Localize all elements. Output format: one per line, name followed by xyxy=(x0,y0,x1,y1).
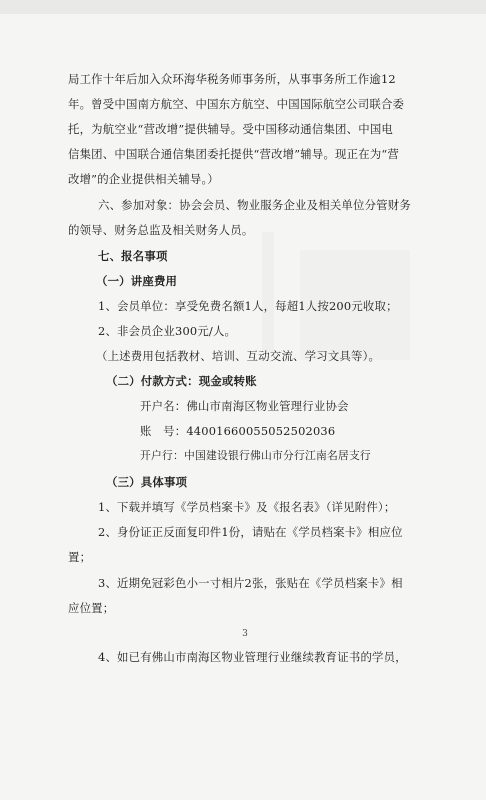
account-number: 账 号：44001660055052502036 xyxy=(140,424,336,438)
section-six-text: 六、参加对象：协会会员、物业服务企业及相关单位分管财务 xyxy=(98,198,411,212)
paragraph-line: 年。曾受中国南方航空、中国东方航空、中国国际航空公司联合委 xyxy=(68,97,405,111)
paragraph-line: 的领导、财务总监及相关财务人员。 xyxy=(68,223,254,237)
paragraph-line: 局工作十年后加入众环海华税务师事务所，从事事务所工作逾12 xyxy=(68,72,396,86)
page-number: 3 xyxy=(242,629,248,639)
fee-item: 1、会员单位：享受免费名额1人，每超1人按200元收取； xyxy=(98,299,398,313)
detail-item: 2、身份证正反面复印件1份，请贴在《学员档案卡》相应位 xyxy=(98,525,403,539)
detail-item: 1、下载并填写《学员档案卡》及《报名表》（详见附件）； xyxy=(98,500,396,514)
account-bank: 开户行：中国建设银行佛山市分行江南名居支行 xyxy=(140,449,371,462)
paragraph-line: 改增”的企业提供相关辅导。） xyxy=(68,172,220,186)
subsection-heading: （三）具体事项 xyxy=(106,475,188,489)
fee-item: 2、非会员企业300元/人。 xyxy=(98,324,237,338)
paragraph-line: 信集团、中国联合通信集团委托提供“营改增”辅导。现正在为“营 xyxy=(68,147,400,161)
fee-note: （上述费用包括教材、培训、互动交流、学习文具等）。 xyxy=(96,349,381,363)
account-name: 开户名：佛山市南海区物业管理行业协会 xyxy=(140,399,349,413)
detail-item: 3、近期免冠彩色小一寸相片2张，张贴在《学员档案卡》相 xyxy=(98,576,403,590)
section-heading: 七、报名事项 xyxy=(98,249,168,263)
subsection-heading: （一）讲座费用 xyxy=(96,274,178,288)
paragraph-line: 置； xyxy=(68,550,92,564)
subsection-heading: （二）付款方式：现金或转账 xyxy=(106,374,257,388)
paragraph-line: 应位置； xyxy=(68,601,115,615)
paragraph-line: 托，为航空业“营改增”提供辅导。受中国移动通信集团、中国电 xyxy=(68,122,393,136)
detail-item: 4、如已有佛山市南海区物业管理行业继续教育证书的学员， xyxy=(98,650,407,664)
